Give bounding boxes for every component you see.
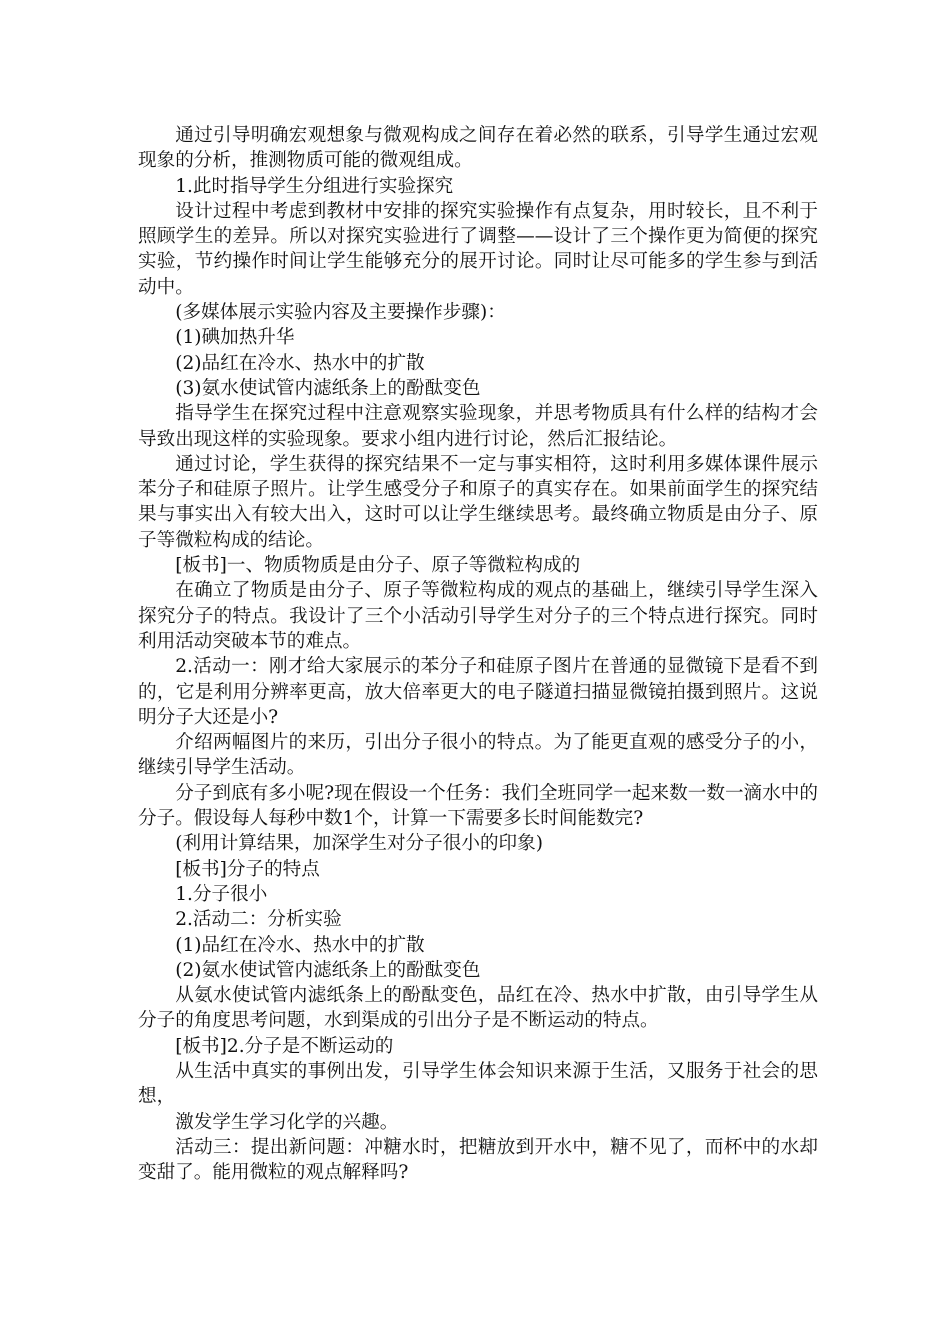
paragraph-motion-conclusion: 从氨水使试管内滤纸条上的酚酞变色，品红在冷、热水中扩散，由引导学生从分子的角度思考问题，水到渠成的引出分子是不断运动的特点。 (138, 985, 818, 1032)
paragraph-board-note-motion: [板书]2.分子是不断运动的 (175, 1035, 394, 1057)
paragraph-calculation-note: (利用计算结果，加深学生对分子很小的印象) (175, 833, 543, 855)
paragraph-molecule-features-intro: 在确立了物质是由分子、原子等微粒构成的观点的基础上，继续引导学生深入探究分子的特点。我设计了三个小活动引导学生对分子的三个特点进行探究。同时利用活动突破本节的难点。 (138, 580, 818, 652)
paragraph-board-note-features: [板书]分子的特点 (175, 858, 320, 880)
paragraph-counting-task: 分子到底有多小呢?现在假设一个任务：我们全班同学一起来数一数一滴水中的分子。假设每人每秒中数1个，计算一下需要多长时间能数完? (138, 782, 818, 830)
paragraph-activity-2-item-2: (2)氨水使试管内滤纸条上的酚酞变色 (175, 959, 481, 981)
paragraph-real-life: 从生活中真实的事例出发，引导学生体会知识来源于生活，又服务于社会的思想， (138, 1060, 818, 1108)
paragraph-activity-1: 2.活动一：刚才给大家展示的苯分子和硅原子图片在普通的显微镜下是看不到的，它是利用分辨率更高，放大倍率更大的电子隧道扫描显微镜拍摄到照片。这说明分子大还是小? (138, 656, 818, 728)
document-body (138, 123, 818, 1185)
paragraph-image-origin: 介绍两幅图片的来历，引出分子很小的特点。为了能更直观的感受分子的小，继续引导学生活动。 (138, 732, 818, 779)
paragraph-experiment-1: (1)碘加热升华 (175, 327, 295, 349)
paragraph-interest: 激发学生学习化学的兴趣。 (175, 1111, 399, 1133)
paragraph-intro: 通过引导明确宏观想象与微观构成之间存在着必然的联系，引导学生通过宏观现象的分析，推测物质可能的微观组成。 (138, 125, 818, 172)
paragraph-multimedia-steps: (多媒体展示实验内容及主要操作步骤)： (175, 302, 506, 324)
paragraph-design-adjustment: 设计过程中考虑到教材中安排的探究实验操作有点复杂，用时较长，且不利于照顾学生的差异。所以对探究实验进行了调整——设计了三个操作更为简便的探究实验，节约操作时间让学生能够充分的展开讨论。同时让尽可能多的学生参与到活动中。 (138, 200, 818, 298)
paragraph-observation-guidance: 指导学生在探究过程中注意观察实验现象，并思考物质具有什么样的结构才会导致出现这样的实验现象。要求小组内进行讨论，然后汇报结论。 (138, 403, 818, 450)
paragraph-experiment-2: (2)品红在冷水、热水中的扩散 (175, 352, 425, 374)
paragraph-step-1-heading: 1.此时指导学生分组进行实验探究 (175, 175, 454, 197)
paragraph-activity-2-item-1: (1)品红在冷水、热水中的扩散 (175, 934, 425, 956)
paragraph-discussion-result: 通过讨论，学生获得的探究结果不一定与事实相符，这时利用多媒体课件展示苯分子和硅原子照片。让学生感受分子和原子的真实存在。如果前面学生的探究结果与事实出入有较大出入，这时可以让学生继续思考。最终确立物质是由分子、原子等微粒构成的结论。 (138, 453, 818, 551)
paragraph-experiment-3: (3)氨水使试管内滤纸条上的酚酞变色 (175, 377, 481, 399)
paragraph-activity-3: 活动三：提出新问题：冲糖水时，把糖放到开水中，糖不见了，而杯中的水却变甜了。能用微粒的观点解释吗? (138, 1136, 818, 1184)
paragraph-activity-2: 2.活动二：分析实验 (175, 909, 342, 931)
paragraph-board-note-1: [板书]一、物质物质是由分子、原子等微粒构成的 (175, 555, 581, 577)
paragraph-feature-small: 1.分子很小 (175, 883, 268, 905)
